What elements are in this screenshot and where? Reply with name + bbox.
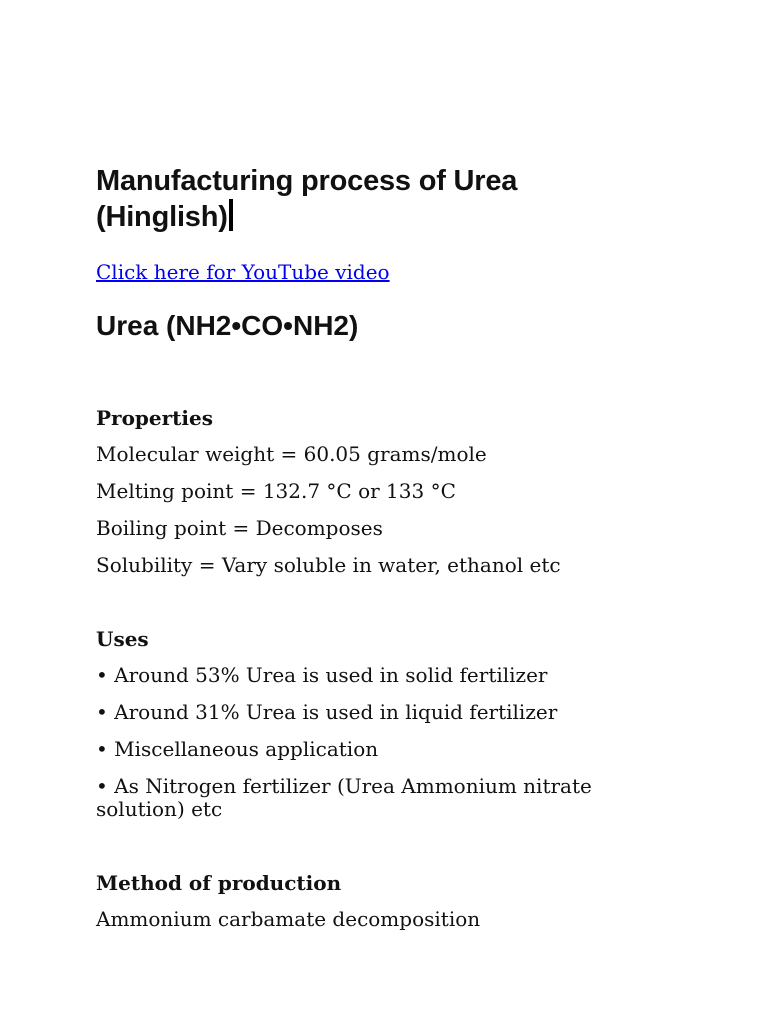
text-cursor [229, 199, 233, 231]
method-item: Ammonium carbamate decomposition [96, 907, 481, 931]
uses-heading: Uses [96, 627, 149, 651]
youtube-video-link[interactable]: Click here for YouTube video [96, 260, 390, 284]
properties-heading: Properties [96, 406, 213, 430]
use-item: • Around 31% Urea is used in liquid fertilizer [96, 700, 558, 724]
page-title: Manufacturing process of Urea (Hinglish) [96, 165, 518, 233]
compound-heading: Urea (NH2•CO•NH2) [96, 310, 359, 341]
use-item: • As Nitrogen fertilizer (Urea Ammonium nitrate solution) etc [96, 774, 592, 821]
use-item: • Miscellaneous application [96, 737, 379, 761]
property-melting-point: Melting point = 132.7 °C or 133 °C [96, 479, 456, 503]
method-heading: Method of production [96, 871, 342, 895]
property-molecular-weight: Molecular weight = 60.05 grams/mole [96, 442, 487, 466]
use-item: • Around 53% Urea is used in solid fertilizer [96, 663, 548, 687]
property-solubility: Solubility = Vary soluble in water, ethanol etc [96, 553, 561, 577]
property-boiling-point: Boiling point = Decomposes [96, 516, 383, 540]
